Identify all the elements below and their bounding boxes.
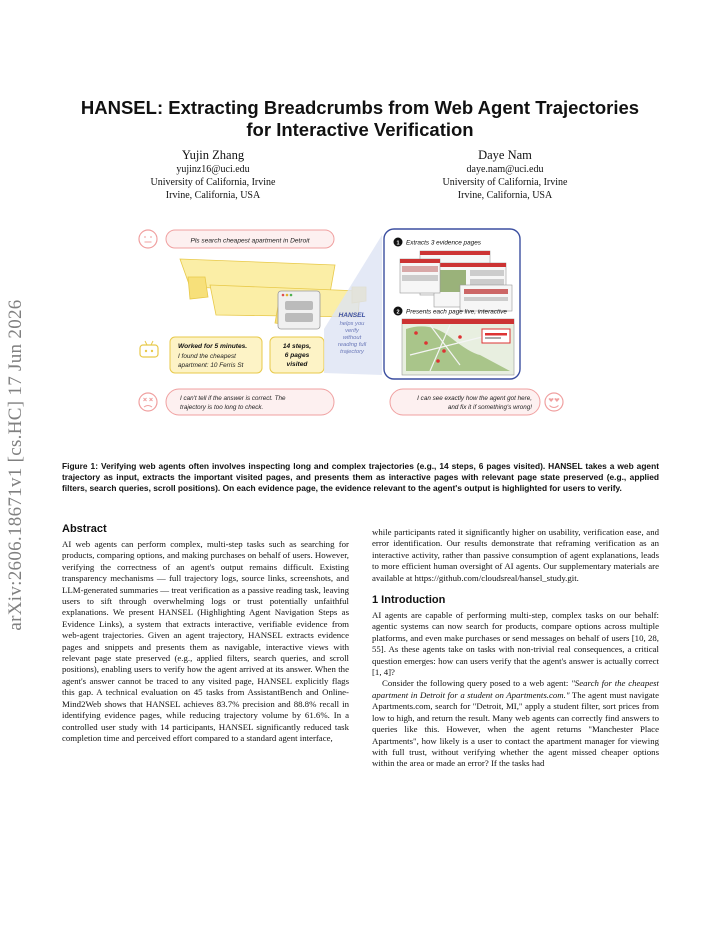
intro-p2-lead: Consider the following query posed to a web agent: bbox=[382, 678, 572, 689]
abstract-continued: while participants rated it significantly higher on usability, verification ease, and error identification. Our results demonstrate that reframing verification as an interactive activity, rather than passive consumption of agent explanations, leads to more efficient human oversight of AI agents. Our supplementary materials are available at https://github.com/cloudsreal/hansel_study.git. bbox=[372, 527, 659, 583]
hansel-note-1: helps you bbox=[339, 321, 365, 327]
steps-line-1: 14 steps, bbox=[282, 343, 312, 350]
robot-icon bbox=[140, 341, 158, 357]
title-line-2: for Interactive Verification bbox=[246, 119, 474, 140]
user-neutral-icon bbox=[139, 230, 157, 248]
satisfied-line-2: and fix it if something's wrong! bbox=[447, 404, 532, 411]
intro-heading: 1 Introduction bbox=[372, 594, 446, 607]
step-1-number: 1 bbox=[396, 240, 400, 247]
agent-result-line-2: apartment: 10 Ferris St bbox=[178, 362, 244, 369]
title-line-1: HANSEL: Extracting Breadcrumbs from Web Agent Trajectories bbox=[80, 97, 640, 118]
abstract-heading: Abstract bbox=[62, 523, 107, 535]
webpage-card-icon bbox=[278, 291, 320, 329]
abstract-text: AI web agents can perform complex, multi-step tasks such as searching for products, comparing options, and making purchases on behalf of users. However, verifying the correctness of an agent's output remains difficult. Existing transparency mechanisms — full trajectory logs, source links, screenshots, and LLM-generated summaries — treat verification as a passive reading task, leaving users to sift through overwhelming logs or trust potentially unfaithful explanations. We present HANSEL (Highlighting Agent Navigation Steps as Evidence Links), a system that extracts interactive, verifiable evidence from web-agent trajectories. Given an agent trajectory, HANSEL extracts evidence pages and snippets and presents them as navigable, interactive views with relevant page state preserved (e.g., applied filters, search queries, and scroll positions), enabling users to verify how the agent arrived at its answer. When the agent's answer cannot be traced to any visited page, HANSEL explicitly flags this gap. A technical evaluation on 45 tasks from AssistantBench and Online-Mind2Web shows that HANSEL achieves 83.7% precision and 88.8% recall in identifying evidence pages, while reducing trajectory volume by 61.6%. In a controlled user study with 14 participants, HANSEL significantly reduced task completion time and perceived effort compared to a standard agent interface, bbox=[62, 539, 349, 743]
author-1 bbox=[93, 147, 333, 202]
intro-paragraph-1: AI agents are capable of performing multi-step, complex tasks on our behalf: agentic systems can now search for products, compare options across multiple platforms, and even make purchases or send messages on behalf of users [10, 28, 55]. As these agents take on tasks with non-trivial real consequences, a critical question emerges: how can users verify that the agent's answer is actually correct [1, 4]? bbox=[372, 610, 659, 678]
agent-result-bold: Worked for 5 minutes. bbox=[178, 343, 248, 350]
author-location: Irvine, California, USA bbox=[457, 190, 553, 201]
hansel-note-5: trajectory bbox=[340, 349, 364, 355]
hansel-note-4: reading full bbox=[337, 342, 367, 348]
steps-line-3: visited bbox=[286, 361, 308, 368]
author-name: Daye Nam bbox=[478, 148, 532, 162]
satisfied-line-1: I can see exactly how the agent got here, bbox=[417, 395, 532, 402]
author-location: Irvine, California, USA bbox=[165, 190, 261, 201]
author-name: Yujin Zhang bbox=[181, 148, 245, 162]
step-2-text: Presents each page live, interactive bbox=[406, 308, 507, 316]
step-2-number: 2 bbox=[396, 309, 400, 316]
author-email: daye.nam@uci.edu bbox=[466, 164, 544, 175]
query-text: Pls search cheapest apartment in Detroit bbox=[190, 237, 310, 245]
steps-line-2: 6 pages bbox=[284, 352, 310, 359]
right-column bbox=[372, 527, 659, 770]
author-affiliation: University of California, Irvine bbox=[150, 177, 276, 188]
arxiv-stamp: arXiv:2606.18671v1 [cs.HC] 17 Jun 2026 bbox=[5, 299, 26, 631]
frustrated-line-2: trajectory is too long to check. bbox=[180, 404, 264, 411]
hansel-note-2: verify bbox=[345, 328, 359, 334]
user-frustrated-icon bbox=[139, 393, 157, 411]
user-happy-icon bbox=[545, 393, 563, 411]
intro-paragraph-2 bbox=[372, 678, 659, 769]
left-column bbox=[62, 522, 349, 744]
hansel-note-3: without bbox=[342, 335, 362, 341]
author-2 bbox=[385, 147, 625, 202]
intro-p2-quote: "Search for the cheapest apartment in Detroit for a student on Apartments.com." bbox=[372, 678, 660, 700]
frustrated-line-1: I can't tell if the answer is correct. The bbox=[180, 395, 286, 402]
interactive-map-preview bbox=[402, 319, 514, 375]
hansel-label: HANSEL bbox=[338, 312, 366, 319]
satisfied-bubble bbox=[390, 389, 540, 415]
frustrated-bubble bbox=[166, 389, 334, 415]
author-affiliation: University of California, Irvine bbox=[442, 177, 568, 188]
paper-title bbox=[60, 97, 660, 141]
figure-1 bbox=[130, 225, 590, 450]
author-email: yujinz16@uci.edu bbox=[176, 164, 250, 175]
agent-result-line-1: I found the cheapest bbox=[178, 353, 236, 360]
step-1-text: Extracts 3 evidence pages bbox=[406, 239, 481, 247]
figure-caption: Figure 1: Verifying web agents often involves inspecting long and complex trajectories (e.g., 14 steps, 6 pages visited). HANSEL takes a web agent trajectory as input, extracts the important visited pages, and presents them as interactive pages with relevant page state preserved (e.g., applied filters, search queries, scroll positions). On each evidence page, the evidence relevant to the agent's output is highlighted for users to verify. bbox=[62, 461, 659, 493]
intro-p2-rest: The agent must navigate Apartments.com, search for "Detroit, MI," apply a student filter, sort prices from low to high, and return the result. Many web agents can correctly find answers to queries like this. However, when the agent returns "Manchester Place Apartments", how likely is a user to contact the apartment manager for viewing with full trust, without verifying whether the agent missed cheaper options within the area or made an error? If the tasks had bbox=[372, 689, 659, 769]
